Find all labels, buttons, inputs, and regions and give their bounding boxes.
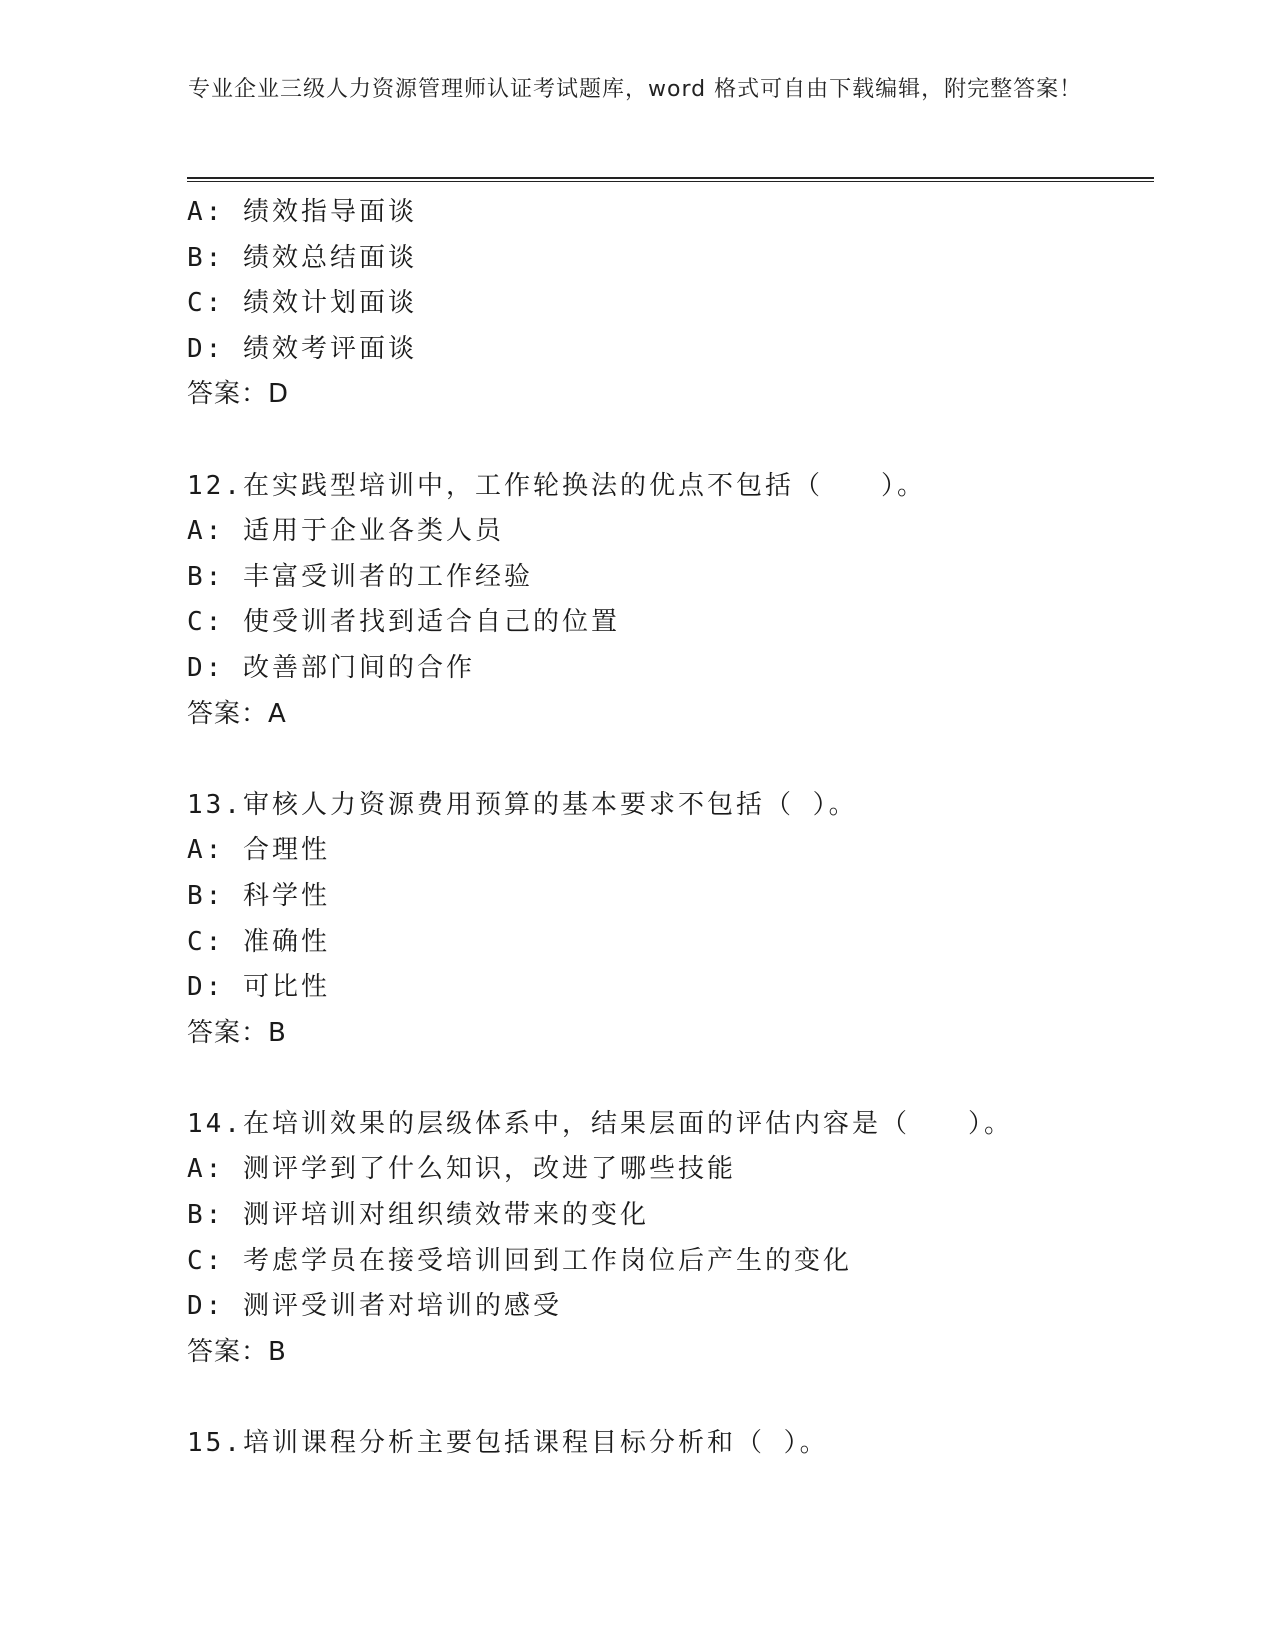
header-divider (187, 177, 1154, 182)
option-b: B: 丰富受训者的工作经验 (187, 561, 533, 592)
question-11 (187, 190, 1147, 418)
answer-line: 答案：A (187, 698, 287, 729)
option-b: B: 绩效总结面谈 (187, 242, 417, 273)
answer-line: 答案：D (187, 379, 290, 410)
page-header: 专业企业三级人力资源管理师认证考试题库，word 格式可自由下载编辑，附完整答案！ (188, 77, 1083, 102)
spacer (187, 418, 1147, 464)
option-a: A: 合理性 (187, 835, 330, 866)
option-b: B: 科学性 (187, 880, 330, 911)
option-d: D: 绩效考评面谈 (187, 333, 417, 364)
option-d: D: 改善部门间的合作 (187, 652, 475, 683)
option-b: B: 测评培训对组织绩效带来的变化 (187, 1200, 649, 1231)
question-12 (187, 464, 1147, 738)
option-c: C: 使受训者找到适合自己的位置 (187, 607, 620, 638)
option-a: A: 测评学到了什么知识，改进了哪些技能 (187, 1154, 736, 1185)
option-c: C: 准确性 (187, 926, 330, 957)
question-text: 15.培训课程分析主要包括课程目标分析和（ ）。 (187, 1428, 829, 1459)
question-14 (187, 1102, 1147, 1376)
question-15 (187, 1421, 1147, 1467)
spacer (187, 1056, 1147, 1102)
divider-thick-line (187, 177, 1154, 179)
question-text: 12.在实践型培训中，工作轮换法的优点不包括（ ）。 (187, 470, 926, 501)
spacer (187, 1375, 1147, 1421)
option-c: C: 绩效计划面谈 (187, 288, 417, 319)
spacer (187, 737, 1147, 783)
question-13 (187, 783, 1147, 1057)
answer-line: 答案：B (187, 1017, 287, 1048)
option-d: D: 测评受训者对培训的感受 (187, 1291, 562, 1322)
option-a: A: 适用于企业各类人员 (187, 516, 504, 547)
option-a: A: 绩效指导面谈 (187, 197, 417, 227)
question-text: 14.在培训效果的层级体系中，结果层面的评估内容是（ ）。 (187, 1108, 1013, 1139)
option-c: C: 考虑学员在接受培训回到工作岗位后产生的变化 (187, 1245, 852, 1276)
divider-thin-line (187, 181, 1154, 182)
option-d: D: 可比性 (187, 972, 330, 1003)
answer-line: 答案：B (187, 1336, 287, 1367)
question-text: 13.审核人力资源费用预算的基本要求不包括（ ）。 (187, 789, 858, 820)
question-list (187, 190, 1147, 1467)
